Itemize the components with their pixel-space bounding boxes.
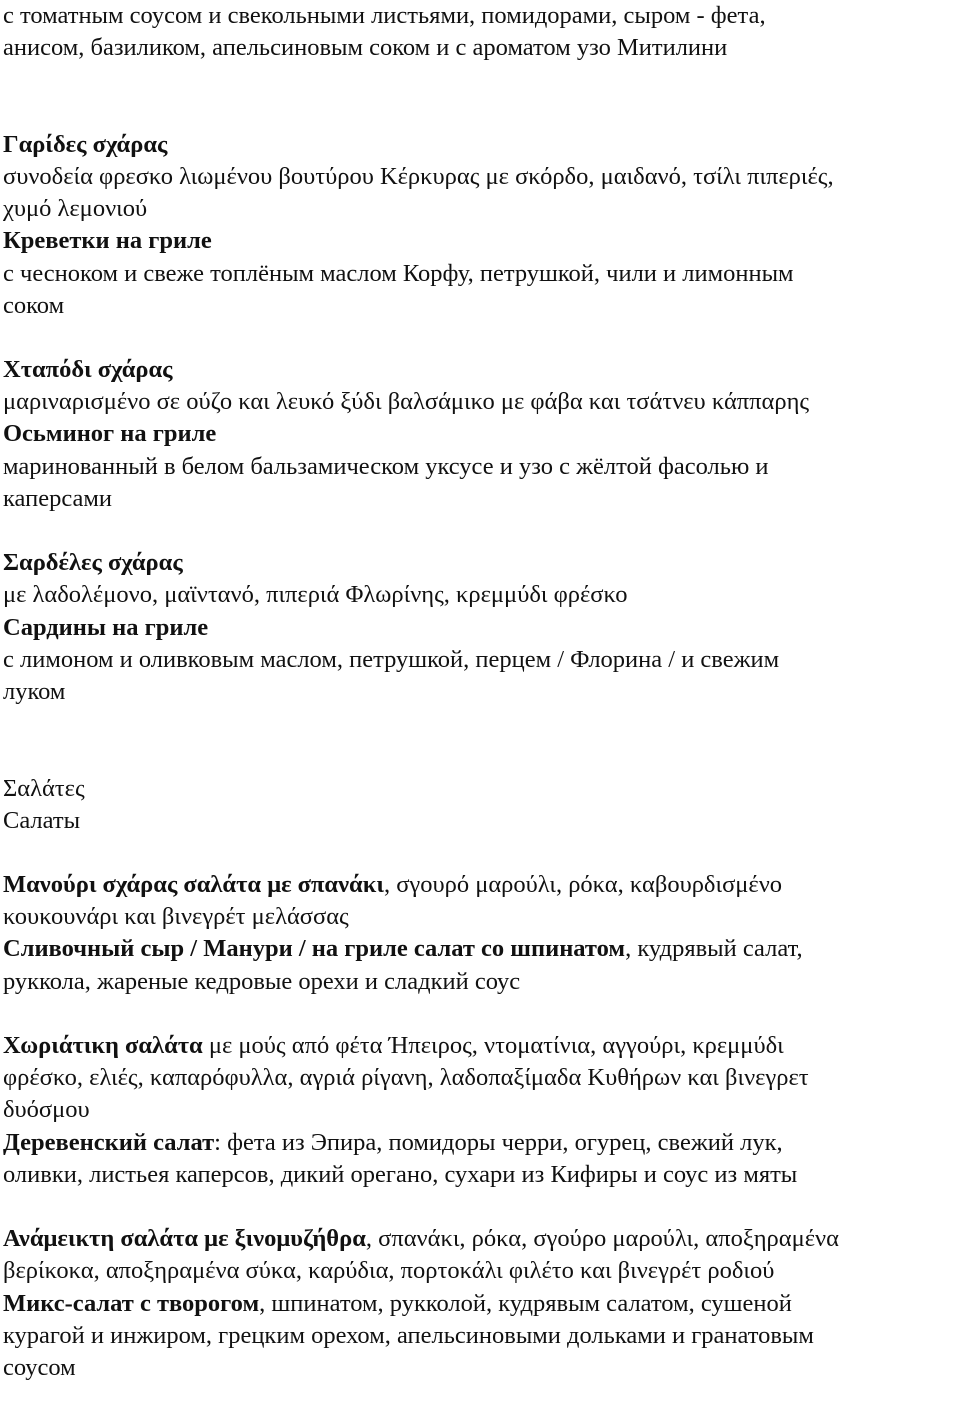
- dish-title: Χωριάτικη σαλάτα: [3, 1032, 203, 1059]
- text-line: δυόσμου: [3, 1096, 90, 1124]
- text-line: соком: [3, 291, 65, 319]
- spacer: [3, 97, 960, 129]
- text-line: μαριναρισμένο σε ούζο και λευκό ξύδι βαλσάμικο με φάβα και τσάτνευ κάππαρης: [3, 388, 810, 416]
- text-line: соусом: [3, 1353, 76, 1381]
- text-line: луком: [3, 677, 66, 705]
- text-line: анисом, базиликом, апельсиновым соком и с ароматом узо Митилини: [3, 34, 728, 62]
- dish-title: Μανούρι σχάρας σαλάτα με σπανάκι: [3, 871, 384, 899]
- dish-title: Сардины на гриле: [3, 613, 209, 641]
- text-line: με λαδολέμονο, μαϊντανό, πιπεριά Φλωρίνης, κρεμμύδι φρέσκο: [3, 581, 628, 609]
- dish-description: , кудрявый салат,: [625, 935, 803, 963]
- dish-description: , σγουρό μαρούλι, ρόκα, καβουρδισμένο: [383, 871, 783, 899]
- dish-title: Сливочный сыр / Манури / на гриле салат со шпинатом: [3, 935, 626, 963]
- section-title: Салаты: [3, 806, 81, 834]
- dish-title: Γαρίδες σχάρας: [3, 130, 168, 158]
- dish-title: Деревенский салат: [3, 1128, 215, 1156]
- dish-description: : фета из Эпира, помидоры черри, огурец, свежий лук,: [214, 1128, 783, 1156]
- section-title: Σαλάτες: [3, 774, 85, 802]
- spacer: [3, 998, 960, 1030]
- spacer: [3, 708, 960, 740]
- dish-line: [3, 1288, 960, 1320]
- text-line: руккола, жареные кедровые орехи и сладкий соус: [3, 967, 521, 995]
- spacer: [3, 515, 960, 547]
- dish-line: [3, 869, 960, 901]
- text-line: с лимоном и оливковым маслом, петрушкой, перцем / Флорина / и свежим: [3, 645, 780, 673]
- dish-description: , шпинатом, рукколой, кудрявым салатом, сушеной: [259, 1289, 792, 1317]
- text-line: курагой и инжиром, грецким орехом, апельсиновыми дольками и гранатовым: [3, 1321, 814, 1349]
- text-line: оливки, листьея каперсов, дикий орегано, сухари из Кифиры и соус из мяты: [3, 1160, 798, 1188]
- text-line: каперсами: [3, 484, 112, 512]
- dish-line: [3, 933, 960, 965]
- text-line: κουκουνάρι και βινεγρέτ μελάσσας: [3, 903, 349, 931]
- spacer: [3, 740, 960, 772]
- dish-title: Σαρδέλες σχάρας: [3, 549, 183, 577]
- text-line: маринованный в белом бальзамическом уксусе и узо с жёлтой фасолью и: [3, 452, 769, 480]
- text-line: φρέσκο, ελιές, καπαρόφυλλα, αγριά ρίγανη, λαδοπαξίμαδα Κυθήρων και βινεγρετ: [3, 1064, 809, 1092]
- dish-title: Ανάμεικτη σαλάτα με ξινομυζήθρα: [3, 1225, 366, 1253]
- text-line: с чесноком и свеже топлёным маслом Корфу, петрушкой, чили и лимонным: [3, 259, 794, 287]
- text-line: χυμό λεμονιού: [3, 195, 148, 223]
- spacer: [3, 1191, 960, 1223]
- dish-line: [3, 1127, 960, 1159]
- text-line: συνοδεία φρεσκο λιωμένου βουτύρου Κέρκυρας με σκόρδο, μαιδανό, τσίλι πιπεριές,: [3, 162, 834, 190]
- text-line: с томатным соусом и свекольными листьями, помидорами, сыром - фета,: [3, 2, 766, 29]
- dish-title: Креветки на гриле: [3, 227, 212, 255]
- dish-line: [3, 1030, 960, 1062]
- dish-title: Χταπόδι σχάρας: [3, 356, 173, 384]
- spacer: [3, 64, 960, 96]
- dish-title: Микс-салат с творогом: [3, 1289, 260, 1317]
- spacer: [3, 837, 960, 869]
- dish-description: με μούς από φέτα Ήπειρος, ντοματίνια, αγγούρι, κρεμμύδι: [202, 1032, 784, 1059]
- text-line: βερίκοκα, αποξηραμένα σύκα, καρύδια, πορτοκάλι φιλέτο και βινεγρέτ ροδιού: [3, 1257, 775, 1285]
- dish-description: , σπανάκι, ρόκα, σγούρο μαρούλι, αποξηραμένα: [365, 1225, 839, 1253]
- dish-line: [3, 1223, 960, 1255]
- dish-title: Осьминог на гриле: [3, 420, 217, 448]
- spacer: [3, 322, 960, 354]
